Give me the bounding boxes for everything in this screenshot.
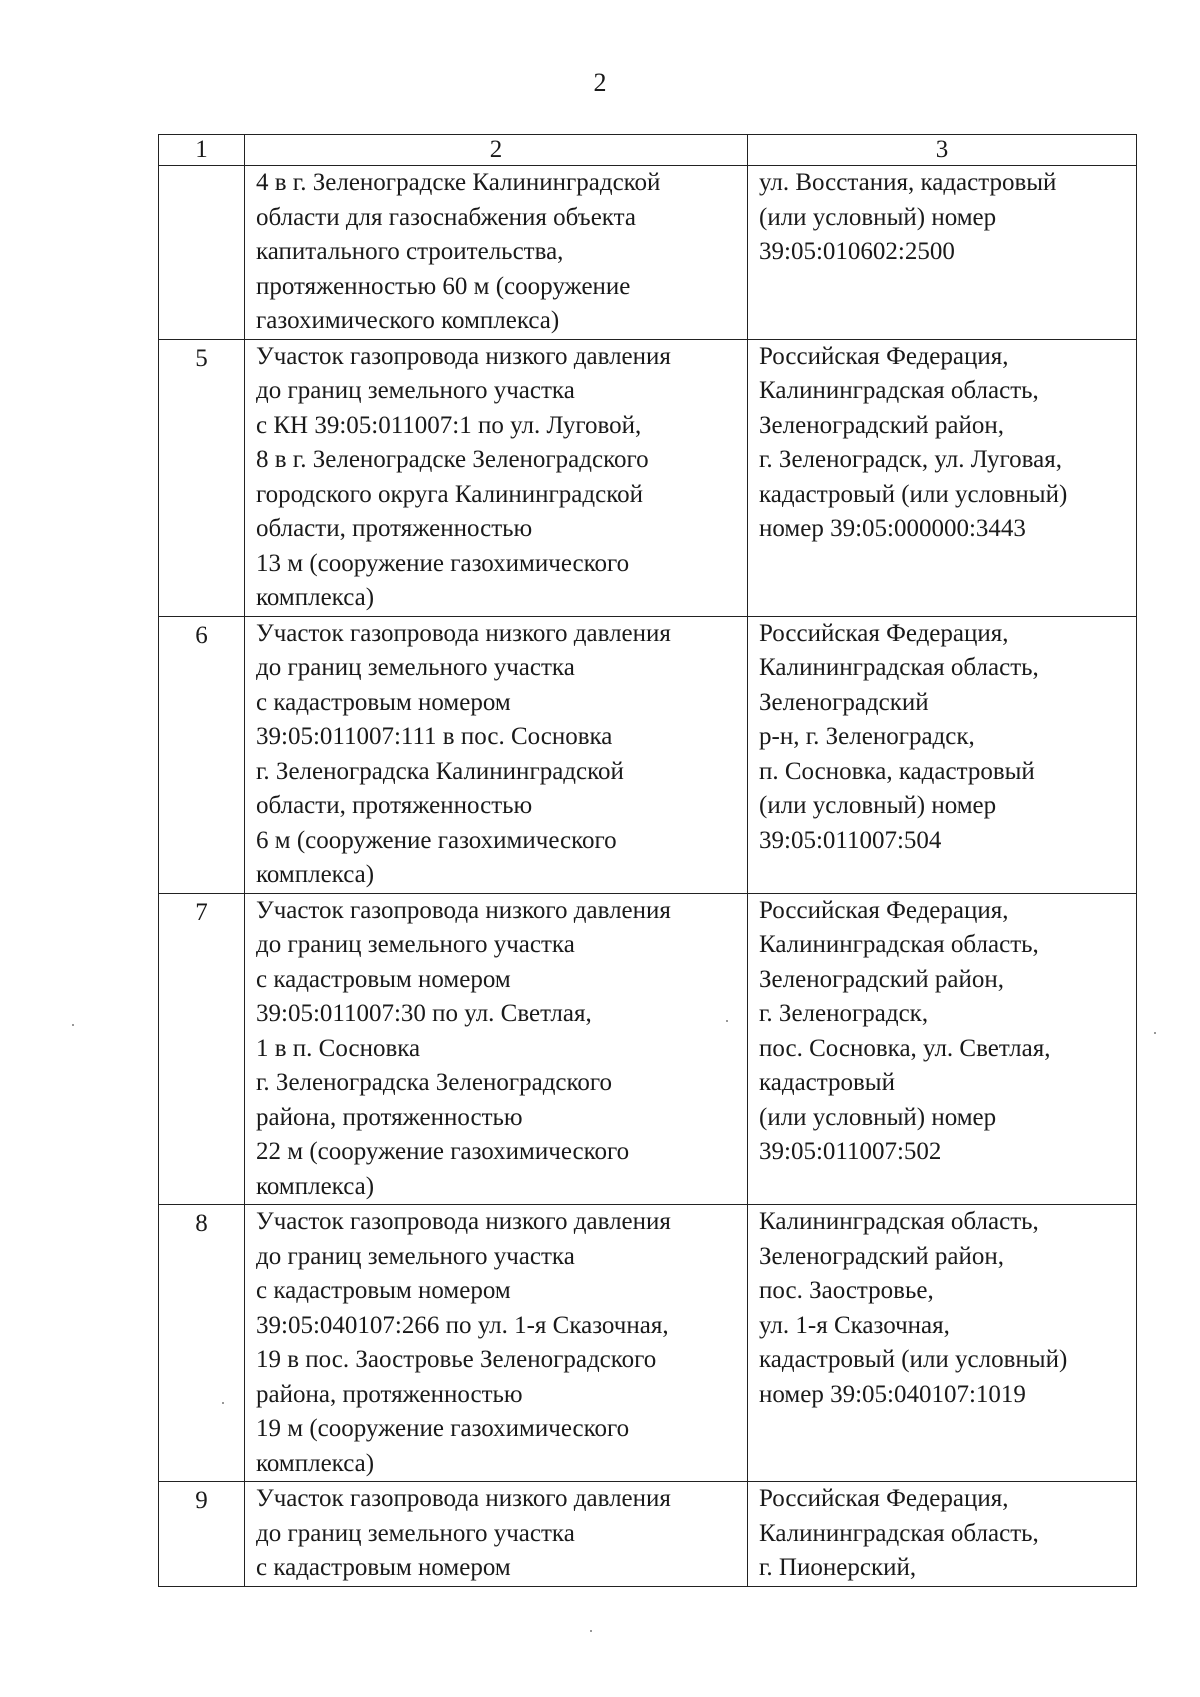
description-line: с КН 39:05:011007:1 по ул. Луговой, (256, 411, 642, 439)
description-line: 39:05:040107:266 по ул. 1-я Сказочная, (256, 1311, 669, 1339)
page-number: 2 (593, 68, 607, 97)
column-header-2: 2 (245, 135, 748, 166)
pipeline-description (245, 616, 748, 893)
description-line: 19 в пос. Заостровье Зеленоградского (256, 1346, 657, 1373)
address-line: (или условный) номер (759, 1103, 997, 1131)
description-line: комплекса) (256, 1172, 375, 1200)
description-line: Участок газопровода низкого давления (256, 1208, 671, 1235)
description-line: района, протяженностью (256, 1103, 523, 1131)
address-line: пос. Заостровье, (759, 1277, 934, 1304)
location-address (748, 1205, 1137, 1482)
description-line: с кадастровым номером (256, 965, 511, 993)
header-row (159, 135, 1137, 166)
location-address (748, 339, 1137, 616)
description-line: комплекса) (256, 861, 375, 888)
location-address (748, 1482, 1137, 1587)
description-line: области, протяженностью (256, 515, 533, 542)
address-line: Калининградская область, (759, 931, 1039, 958)
description-line: 39:05:011007:111 в пос. Сосновка (256, 723, 613, 750)
address-line: г. Зеленоградск, (759, 1000, 929, 1027)
address-line: Зеленоградский район, (759, 1242, 1004, 1270)
scan-speck (222, 1402, 224, 1404)
address-line: Российская Федерация, (759, 342, 1009, 370)
table-row (159, 339, 1137, 616)
description-line: Участок газопровода низкого давления (256, 896, 671, 924)
address-line: Калининградская область, (759, 1208, 1039, 1235)
address-line: Зеленоградский район, (759, 411, 1004, 439)
address-line: п. Сосновка, кадастровый (759, 757, 1035, 785)
row-number (159, 166, 245, 340)
address-line: номер 39:05:000000:3443 (759, 515, 1026, 542)
address-line: Зеленоградский район, (759, 965, 1004, 993)
description-line: капитального строительства, (256, 238, 564, 265)
description-line: городского округа Калининградской (256, 480, 643, 508)
table-body (159, 166, 1137, 1587)
location-address (748, 893, 1137, 1205)
description-line: г. Зеленоградска Калининградской (256, 757, 624, 785)
description-line: 6 м (сооружение газохимического (256, 826, 617, 854)
pipeline-description (245, 1482, 748, 1587)
address-line: кадастровый (или условный) (759, 480, 1068, 508)
address-line: 39:05:011007:504 (759, 826, 942, 854)
description-line: Участок газопровода низкого давления (256, 619, 671, 647)
description-line: комплекса) (256, 1449, 375, 1477)
location-address (748, 616, 1137, 893)
address-line: 39:05:010602:2500 (759, 238, 955, 265)
address-line: кадастровый (759, 1069, 895, 1096)
column-header-3: 3 (748, 135, 1137, 166)
row-number: 5 (159, 339, 245, 616)
address-line: (или условный) номер (759, 203, 997, 231)
address-line: Российская Федерация, (759, 1485, 1009, 1512)
address-line: р-н, г. Зеленоградск, (759, 723, 975, 750)
address-line: г. Пионерский, (759, 1554, 917, 1581)
description-line: до границ земельного участка (256, 654, 575, 681)
table-row (159, 1482, 1137, 1587)
description-line: протяженностью 60 м (сооружение (256, 272, 631, 300)
address-line: г. Зеленоградск, ул. Луговая, (759, 446, 1062, 473)
description-line: с кадастровым номером (256, 1554, 511, 1581)
address-line: Калининградская область, (759, 1519, 1039, 1547)
description-line: 13 м (сооружение газохимического (256, 549, 630, 577)
scan-speck (72, 1024, 74, 1026)
address-line: Калининградская область, (759, 654, 1039, 681)
table-row (159, 893, 1137, 1205)
description-line: области для газоснабжения объекта (256, 203, 636, 231)
address-line: (или условный) номер (759, 792, 997, 819)
row-number: 9 (159, 1482, 245, 1587)
pipeline-description (245, 1205, 748, 1482)
location-address (748, 166, 1137, 340)
address-line: Российская Федерация, (759, 896, 1009, 924)
description-line: с кадастровым номером (256, 688, 511, 716)
scan-speck (726, 1020, 728, 1022)
address-line: Зеленоградский (759, 688, 929, 716)
scan-speck (1154, 1032, 1156, 1034)
address-line: номер 39:05:040107:1019 (759, 1380, 1026, 1408)
address-line: ул. 1-я Сказочная, (759, 1311, 950, 1339)
description-line: 39:05:011007:30 по ул. Светлая, (256, 1000, 592, 1027)
description-line: Участок газопровода низкого давления (256, 1485, 671, 1512)
description-line: 19 м (сооружение газохимического (256, 1415, 630, 1442)
description-line: Участок газопровода низкого давления (256, 342, 671, 370)
description-line: 4 в г. Зеленоградске Калининградской (256, 169, 661, 196)
column-header-1: 1 (159, 135, 245, 166)
description-line: района, протяженностью (256, 1380, 523, 1408)
address-line: Калининградская область, (759, 377, 1039, 404)
description-line: газохимического комплекса) (256, 307, 560, 334)
row-number: 7 (159, 893, 245, 1205)
address-line: 39:05:011007:502 (759, 1138, 942, 1165)
address-line: ул. Восстания, кадастровый (759, 169, 1057, 196)
description-line: 8 в г. Зеленоградске Зеленоградского (256, 446, 649, 473)
address-line: кадастровый (или условный) (759, 1346, 1068, 1373)
description-line: до границ земельного участка (256, 1519, 575, 1547)
table-row (159, 166, 1137, 340)
description-line: комплекса) (256, 584, 375, 611)
description-line: до границ земельного участка (256, 1242, 575, 1270)
description-line: до границ земельного участка (256, 931, 575, 958)
pipeline-description (245, 166, 748, 340)
address-line: Российская Федерация, (759, 619, 1009, 647)
description-line: области, протяженностью (256, 792, 533, 819)
address-line: пос. Сосновка, ул. Светлая, (759, 1034, 1051, 1062)
description-line: с кадастровым номером (256, 1277, 511, 1304)
pipeline-description (245, 339, 748, 616)
row-number: 6 (159, 616, 245, 893)
table-row (159, 616, 1137, 893)
scan-speck (590, 1630, 592, 1632)
row-number: 8 (159, 1205, 245, 1482)
table-row (159, 1205, 1137, 1482)
description-line: 1 в п. Сосновка (256, 1034, 421, 1062)
description-line: 22 м (сооружение газохимического (256, 1138, 630, 1165)
pipeline-description (245, 893, 748, 1205)
gas-pipeline-table (158, 134, 1137, 1587)
description-line: до границ земельного участка (256, 377, 575, 404)
description-line: г. Зеленоградска Зеленоградского (256, 1069, 613, 1096)
